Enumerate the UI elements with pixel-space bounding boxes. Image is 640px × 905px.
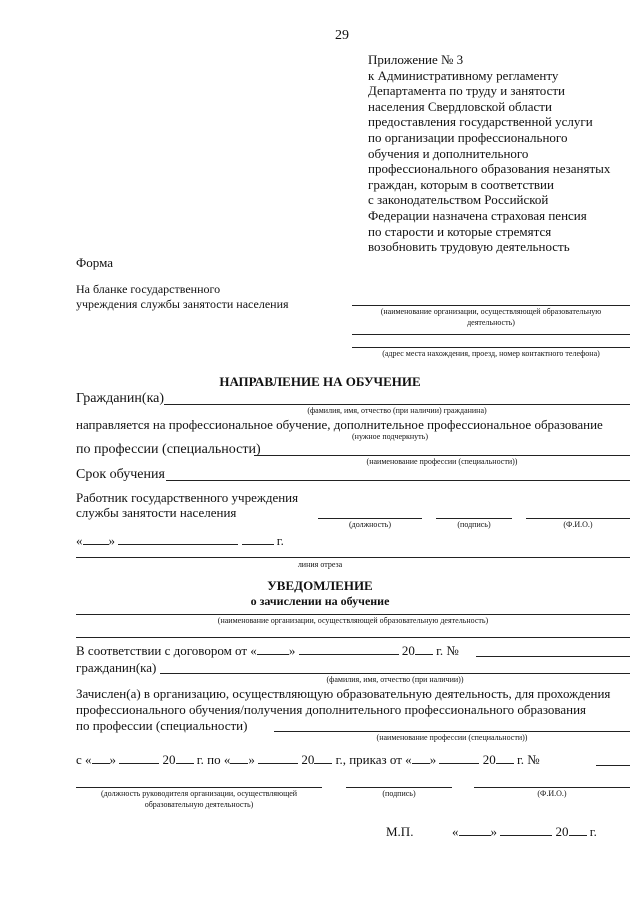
org-caption-2: деятельность) [467,318,515,327]
period-q2: » [248,752,255,767]
position-line [318,518,422,519]
underline-caption: (нужное подчеркнуть) [352,432,428,441]
profession-label: по профессии (специальности) [76,442,261,457]
day-blank [83,534,109,545]
signature-caption: (подпись) [457,520,491,529]
appendix-line: Департамента по труду и занятости [368,83,565,99]
enrolled-line-1: Зачислен(а) в организацию, осуществляющую образовательную деятельность, для прохождения [76,686,611,701]
final-date-open: « [452,824,459,839]
cut-line-caption: линия отреза [297,560,343,569]
notice-profession-line [274,731,630,732]
form-label: Форма [76,255,113,270]
contract-line [76,643,459,659]
appendix-line: возобновить трудовую деятельность [368,239,570,255]
citizen-caption: (фамилия, имя, отчество (при наличии) гражданина) [307,406,487,415]
notice-org-line [76,614,630,615]
final-year: 20 [555,824,569,839]
appendix-line: предоставления государственной услуги [368,114,593,130]
position-caption: (должность) [349,520,391,529]
period-month2-blank [258,753,298,764]
signature-line [436,518,512,519]
citizen-name-line [164,404,630,405]
notice-citizen-line [160,673,630,674]
head-signature-caption: (подпись) [382,789,416,798]
period-q1: » [109,752,117,767]
final-year-suffix: г. [589,824,597,839]
org-name-line [352,305,630,306]
head-caption-2: образовательную деятельность) [144,800,254,809]
direction-title: НАПРАВЛЕНИЕ НА ОБУЧЕНИЕ [219,374,421,389]
sent-text: направляется на профессиональное обучение, дополнительное профессиональное образование [76,417,603,432]
org-caption-1: (наименование организации, осуществляющей образовательную [380,307,602,316]
appendix-line: Приложение № 3 [368,52,464,67]
period-to: г. по « [196,752,231,767]
period-line [76,752,540,768]
org-name-line-2 [352,334,630,335]
contract-prefix: В соответствии с договором от « [76,643,257,658]
contract-month-blank [299,644,399,655]
order-year-blank [496,753,514,764]
contract-quote: » [288,643,296,658]
final-year-blank [569,825,587,836]
contract-suffix: г. № [436,643,459,658]
appendix-line: населения Свердловской области [368,98,552,114]
notice-org-line-2 [76,637,630,638]
head-signature-line [346,787,452,788]
year-blank [242,534,274,545]
period-month1-blank [119,753,159,764]
period-day2-blank [230,753,248,764]
period-year1-blank [176,753,194,764]
order-day-blank [412,753,430,764]
notice-citizen-caption: (фамилия, имя, отчество (при наличии)) [326,675,464,684]
fio-caption: (Ф.И.О.) [563,520,593,529]
enrolled-line-3: по профессии (специальности) [76,718,248,733]
term-line [166,480,630,481]
notice-citizen-label: гражданин(ка) [76,660,157,675]
order-q: » [429,752,437,767]
order-month-blank [439,753,479,764]
profession-line [254,455,630,456]
period-from: с « [76,752,92,767]
term-label: Срок обучения [76,467,165,482]
date-close-quote: » [108,533,115,548]
blank-line-2: учреждения службы занятости населения [76,297,289,311]
employee-line-1: Работник государственного учреждения [76,490,299,505]
direction-date [76,533,284,549]
order-no: г. № [516,752,540,767]
final-day-blank [459,825,491,836]
month-blank [118,534,238,545]
head-fio-caption: (Ф.И.О.) [537,789,567,798]
final-month-blank [500,825,552,836]
notice-profession-caption: (наименование профессии (специальности)) [376,733,528,742]
address-line [352,347,630,348]
final-date-close: » [490,824,497,839]
appendix-line: по организации профессионального [368,130,568,145]
contract-day-blank [257,644,289,655]
notice-org-caption: (наименование организации, осуществляющей образовательную деятельность) [217,616,489,625]
period-day1-blank [92,753,110,764]
appendix-line: обучения и дополнительного [368,145,529,161]
enrolled-line-2: профессионального обучения/получения дополнительного профессионального образования [76,702,587,717]
appendix-line: граждан, которым в соответствии [368,176,554,192]
employee-line-2: службы занятости населения [76,505,237,520]
head-caption-1: (должность руководителя организации, осуществляющей [100,789,298,798]
contract-number-line [476,656,630,657]
address-caption: (адрес места нахождения, проезд, номер контактного телефона) [382,349,600,358]
notice-subtitle: о зачислении на обучение [250,594,390,608]
contract-year-blank [415,644,433,655]
fio-line [526,518,630,519]
appendix-line: с законодательством Российской [368,192,549,208]
order-number-line [596,765,630,766]
blank-line-1: На бланке государственного [76,282,221,296]
appendix-line: по старости и которые стремятся [368,223,552,239]
date-open-quote: « [76,533,83,548]
appendix-line: профессионального образования незанятых [368,161,611,177]
contract-year: 20 [401,643,415,658]
head-fio-line [474,787,630,788]
order-year: 20 [482,752,496,767]
citizen-label: Гражданин(ка) [76,391,165,406]
final-date [452,824,597,840]
profession-caption: (наименование профессии (специальности)) [366,457,518,466]
cut-line [76,557,630,558]
order-prefix: г., приказ от « [335,752,412,767]
period-y2: 20 [301,752,315,767]
notice-title: УВЕДОМЛЕНИЕ [267,578,373,593]
head-position-line [76,787,322,788]
appendix-line: к Административному регламенту [368,67,559,83]
period-y1: 20 [162,752,176,767]
period-year2-blank [314,753,332,764]
stamp-label: М.П. [386,824,414,839]
page-number: 29 [335,28,349,43]
year-suffix: г. [276,533,284,548]
appendix-line: Федерации назначена страховая пенсия [368,208,587,223]
